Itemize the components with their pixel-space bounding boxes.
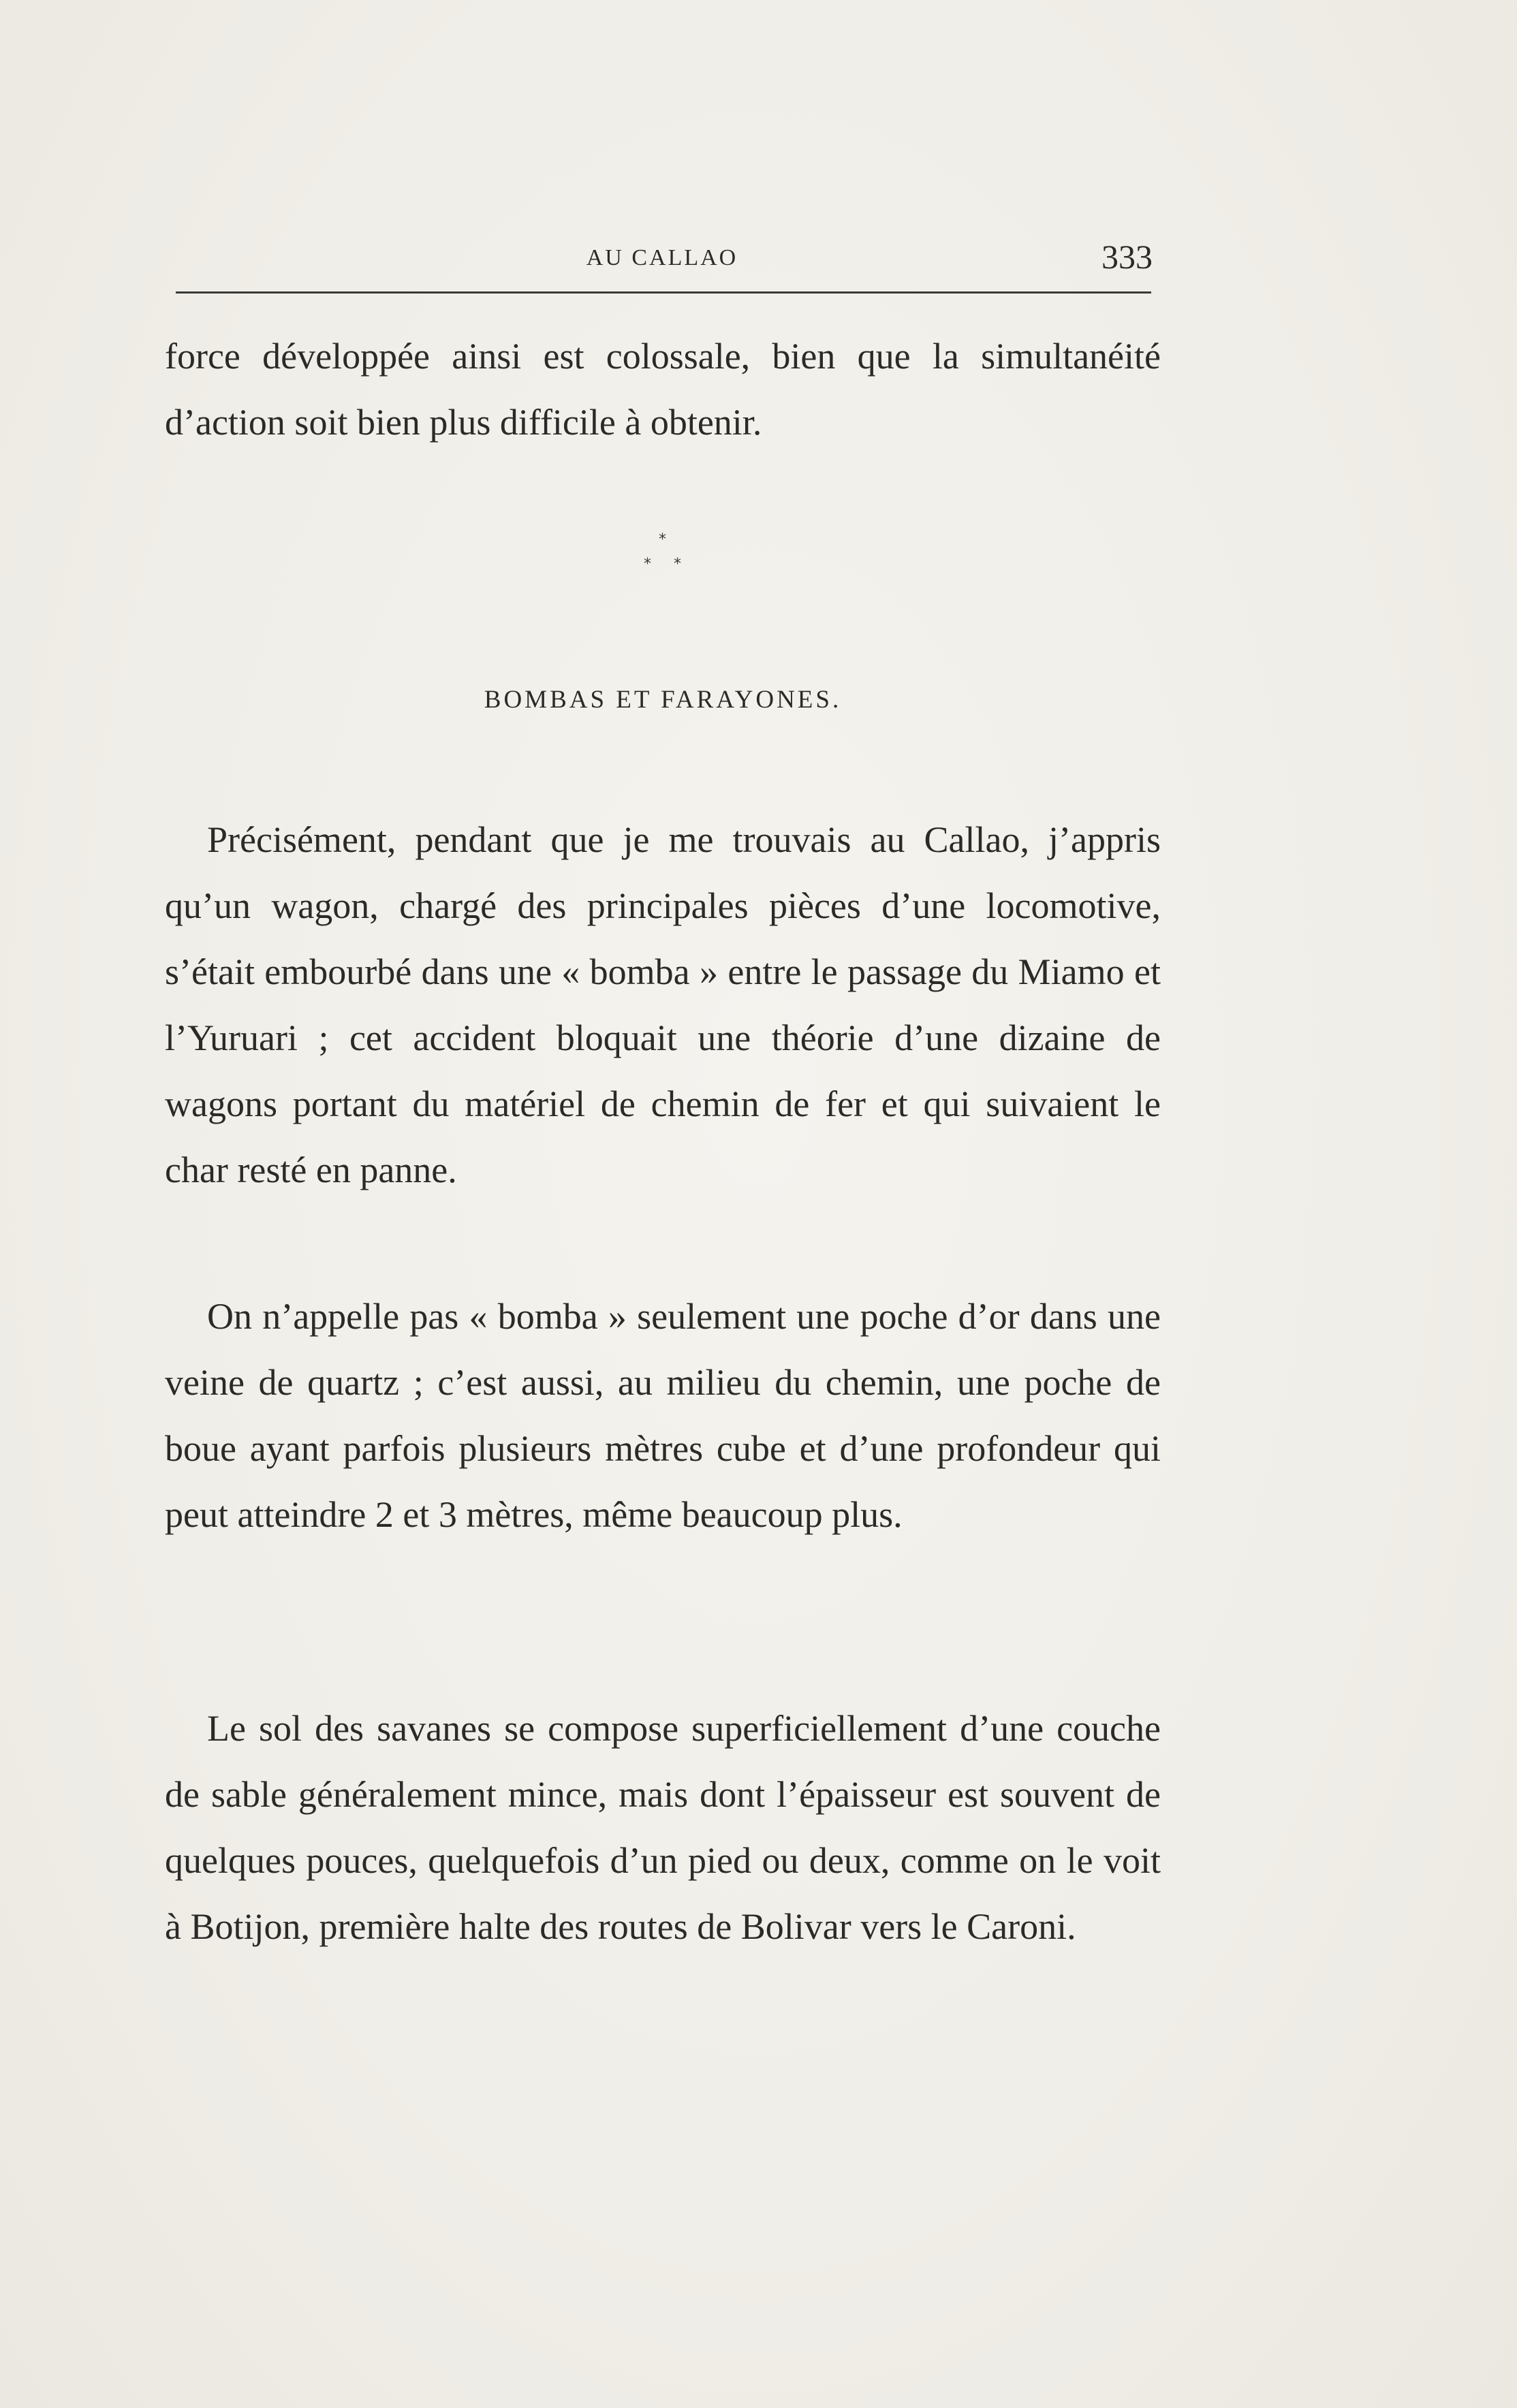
running-title: AU CALLAO [586,245,738,270]
asterism-star-right: * [674,556,681,573]
paragraph-bomba-definition: On n’appelle pas « bomba » seulement une poche d’or dans une veine de quartz ; c’est aussi, au milieu du chemin, une poche de boue ayant parfois plusieurs mètres cube et d’une profondeur qui peut atteindre 2 et 3 mètres, même beaucoup plus. [165,1296,1161,1535]
section-heading: BOMBAS ET FARAYONES. [484,686,842,714]
asterism-star-top: * [659,531,666,548]
paragraph-bombas-callao: Précisément, pendant que je me trouvais au Callao, j’appris qu’un wagon, chargé des principales pièces d’une locomotive, s’était embourbé dans une « bomba » entre le passage du Miamo et l’Yuruari ; cet accident bloquait une théorie d’une dizaine de wagons portant du matériel de chemin de fer et qui suivaient le char resté en panne. [165,819,1161,1190]
header-rule [176,291,1151,294]
page-header [172,232,1153,293]
paragraph-continuation: force développée ainsi est colossale, bien que la simultanéité d’action soit bien plus difficile à obtenir. [165,336,1161,443]
page-number: 333 [1101,238,1153,276]
asterism-star-left: * [644,556,651,573]
paragraph-savanes-soil: Le sol des savanes se compose superficiellement d’une couche de sable généralement mince, mais dont l’épaisseur est souvent de quelques pouces, quelquefois d’un pied ou deux, comme on le voit à Botijon, première halte des routes de Bolivar vers le Caroni. [165,1708,1161,1947]
asterism-divider [640,531,688,579]
